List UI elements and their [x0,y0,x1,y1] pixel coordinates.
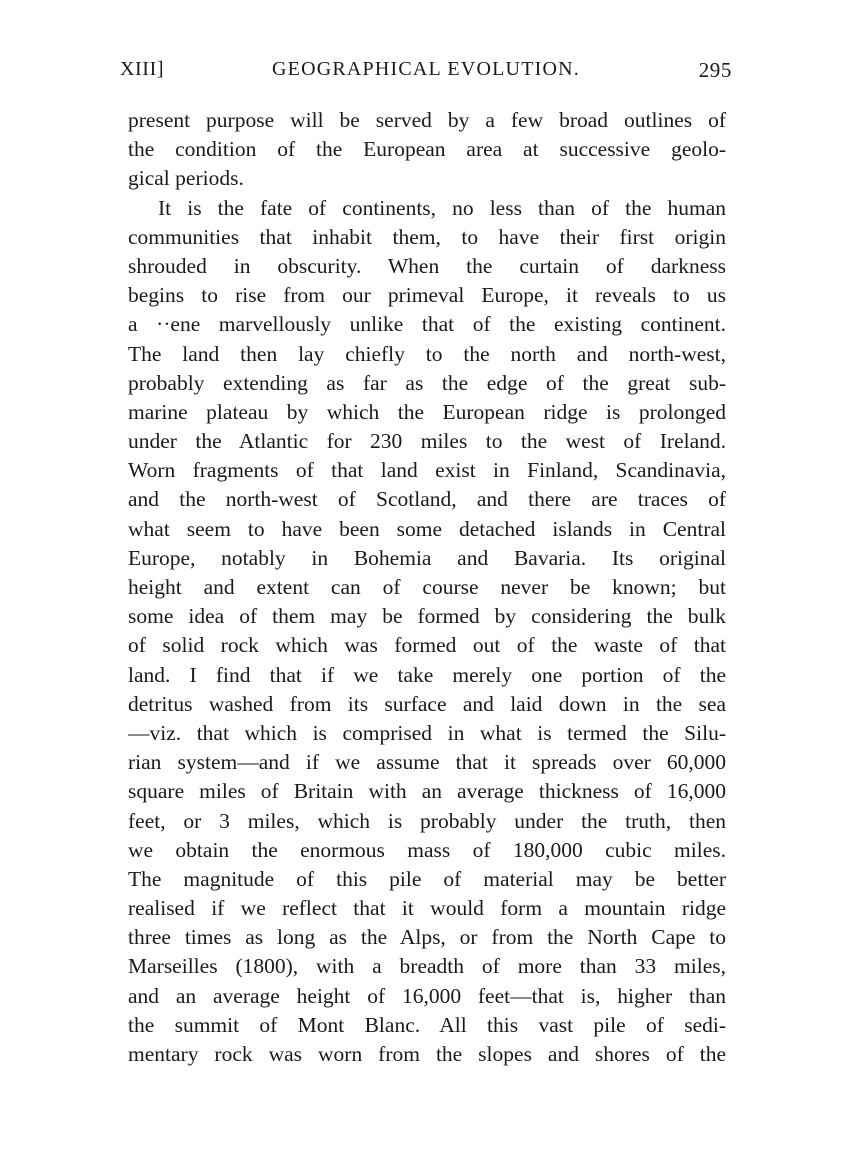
text-line: we obtain the enormous mass of 180,000 cubic miles. [128,837,726,862]
text-line: what seem to have been some detached islands in Central [128,516,726,541]
page-number: 295 [698,58,732,82]
text-line: marine plateau by which the European ridge is prolonged [128,399,726,424]
text-line: the summit of Mont Blanc. All this vast pile of sedi- [128,1012,726,1037]
text-line: the condition of the European area at successive geolo- [128,137,726,162]
text-line: mentary rock was worn from the slopes and shores of the [128,1042,726,1066]
text-line: detritus washed from its surface and laid down in the sea [128,691,726,716]
text-line: square miles of Britain with an average thickness of 16,000 [128,779,726,804]
running-head [120,58,732,92]
text-line: —viz. that which is comprised in what is termed the Silu- [128,720,726,745]
text-line: Europe, notably in Bohemia and Bavaria. Its original [128,545,726,570]
text-line: feet, or 3 miles, which is probably under the truth, then [128,808,726,833]
text-line: height and extent can of course never be known; but [128,575,726,599]
body-text [128,106,726,1069]
text-line: probably extending as far as the edge of the great sub- [128,370,726,395]
text-line: and an average height of 16,000 feet—that is, higher than [128,983,726,1008]
text-line: some idea of them may be formed by considering the bulk [128,604,726,629]
text-line: rian system—and if we assume that it spreads over 60,000 [128,750,726,775]
text-line: Marseilles (1800), with a breadth of more than 33 miles, [128,954,726,979]
text-line: gical periods. [128,166,244,191]
text-line: The land then lay chiefly to the north and north-west, [128,341,726,366]
text-line: three times as long as the Alps, or from the North Cape to [128,925,726,950]
chapter-number: XIII] [120,58,165,80]
text-line: It is the fate of continents, no less than of the human [158,195,726,220]
text-line: begins to rise from our primeval Europe, it reveals to us [128,283,726,308]
text-line: communities that inhabit them, to have their first origin [128,224,726,249]
text-line: present purpose will be served by a few broad outlines of [128,108,726,132]
text-line: Worn fragments of that land exist in Finland, Scandinavia, [128,458,726,483]
text-line: of solid rock which was formed out of the waste of that [128,633,726,658]
text-line: The magnitude of this pile of material may be better [128,866,726,891]
text-line: and the north-west of Scotland, and there are traces of [128,487,726,512]
text-line: land. I find that if we take merely one portion of the [128,662,726,687]
text-line: a ··ene marvellously unlike that of the existing continent. [128,312,726,337]
running-title: GEOGRAPHICAL EVOLUTION. [272,58,580,80]
text-line: under the Atlantic for 230 miles to the west of Ireland. [128,429,726,454]
text-line: shrouded in obscurity. When the curtain of darkness [128,253,726,278]
text-line: realised if we reflect that it would form a mountain ridge [128,896,726,921]
